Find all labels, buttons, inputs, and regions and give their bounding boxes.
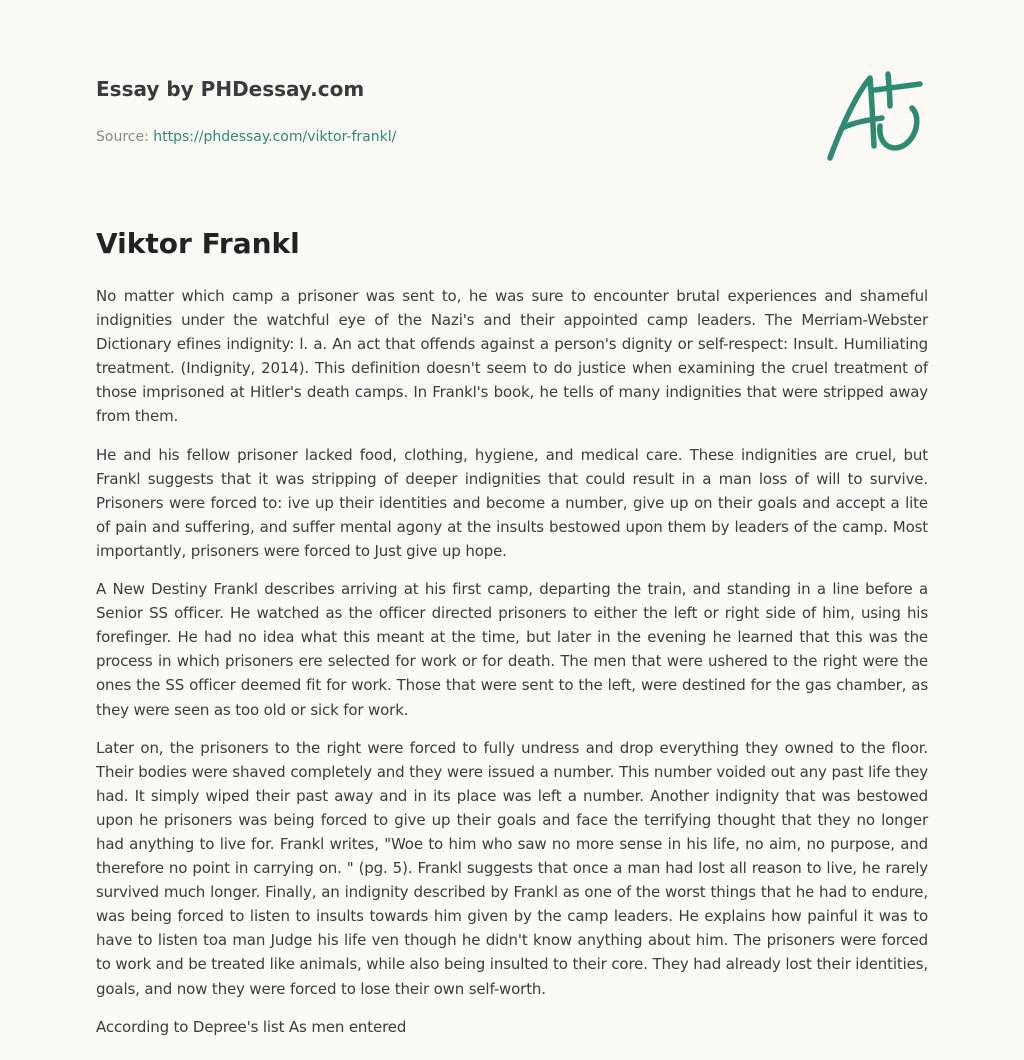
- essay-header: [96, 74, 796, 147]
- essay-paragraph: A New Destiny Frankl describes arriving at his first camp, departing the train, and standing in a line before a Senior SS officer. He watched as the officer directed prisoners to either the left or right side of him, using his forefinger. He had no idea what this meant at the time, but later in the evening he learned that this was the process in which prisoners ere selected for work or for death. The men that were ushered to the right were the ones the SS officer deemed fit for work. Those that were sent to the left, were destined for the gas chamber, as they were seen as too old or sick for work.: [96, 580, 928, 719]
- site-title: Essay by PHDessay.com: [96, 77, 365, 101]
- essay-paragraph: He and his fellow prisoner lacked food, clothing, hygiene, and medical care. These indignities are cruel, but Frankl suggests that it was stripping of deeper indignities that could result in a man loss of will to survive. Prisoners were forced to: ive up their identities and become a number, give up on their goals and accept a lite of pain and suffering, and suffer mental agony at the insults bestowed upon them by leaders of the camp. Most importantly, prisoners were forced to Just give up hope.: [96, 445, 928, 560]
- essay-title: Viktor Frankl: [96, 227, 300, 260]
- a-plus-logo-svg: [820, 66, 930, 166]
- a-plus-grade-logo-icon: [820, 66, 930, 166]
- source-label: Source:: [96, 129, 149, 145]
- source-link[interactable]: https://phdessay.com/viktor-frankl/: [153, 129, 397, 145]
- source-line: [96, 127, 796, 147]
- essay-paragraph: According to Depree's list As men entered: [96, 1017, 407, 1036]
- essay-paragraph: No matter which camp a prisoner was sent to, he was sure to encounter brutal experiences and shameful indignities under the watchful eye of the Nazi's and their appointed camp leaders. The Merriam-Webster Dictionary efines indignity: l. a. An act that offends against a person's dignity or self-respect: Insult. Humiliating treatment. (Indignity, 2014). This definition doesn't seem to do justice when examining the cruel treatment of those imprisoned at Hitler's death camps. In Frankl's book, he tells of many indignities that were stripped away from them.: [96, 287, 928, 426]
- essay-paragraph: Later on, the prisoners to the right were forced to fully undress and drop everything they owned to the floor. Their bodies were shaved completely and they were issued a number. This number voided out any past life they had. It simply wiped their past away and in its place was left a number. Another indignity that was bestowed upon he prisoners was being forced to give up their goals and face the terrifying thought that they no longer had anything to live for. Frankl writes, "Woe to him who saw no more sense in his life, no aim, no purpose, and therefore no point in carrying on. " (pg. 5). Frankl suggests that once a man had lost all reason to live, he rarely survived much longer. Finally, an indignity described by Frankl as one of the worst things that he had to endure, was being forced to listen to insults towards him given by the camp leaders. He explains how painful it was to have to listen toa man Judge his life ven though he didn't know anything about him. The prisoners were forced to work and be treated like animals, while also being insulted to their core. They had already lost their identities, goals, and now they were forced to lose their own self-worth.: [96, 738, 928, 998]
- essay-body: [96, 284, 928, 1053]
